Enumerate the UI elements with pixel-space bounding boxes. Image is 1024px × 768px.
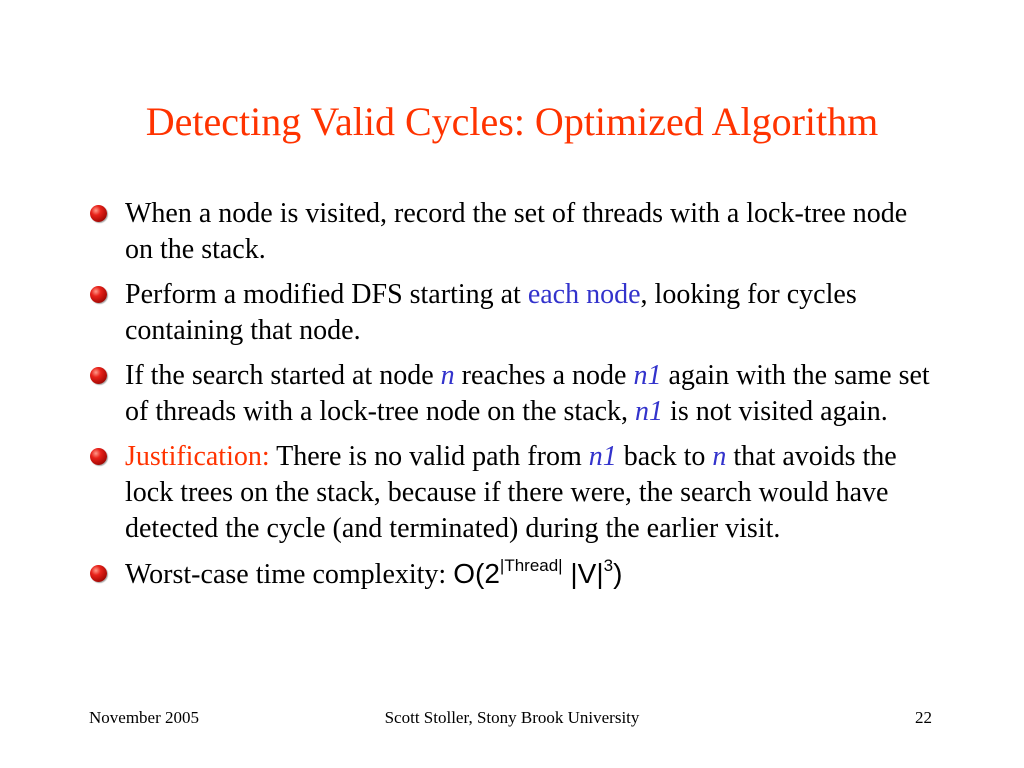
bullet-item bbox=[0, 277, 940, 349]
bullet-text: When a node is visited, record the set of threads with a lock-tree node on the stack. bbox=[125, 198, 908, 265]
bullet-text: reaches a node bbox=[454, 360, 634, 391]
justification-label: Justification: bbox=[125, 441, 270, 472]
footer-author: Scott Stoller, Stony Brook University bbox=[384, 708, 640, 727]
red-sphere-bullet-icon bbox=[90, 286, 107, 303]
slide-title: Detecting Valid Cycles: Optimized Algorithm bbox=[145, 99, 879, 144]
red-sphere-bullet-icon bbox=[90, 565, 107, 582]
red-sphere-bullet-icon bbox=[90, 367, 107, 384]
complexity-formula bbox=[453, 558, 622, 589]
formula-exponent-three: 3 bbox=[603, 556, 614, 575]
bullet-item bbox=[0, 556, 940, 593]
variable-n1: n1 bbox=[633, 360, 662, 391]
red-sphere-bullet-icon bbox=[90, 448, 107, 465]
bullet-text: There is no valid path from bbox=[269, 441, 589, 472]
bullet-text: If the search started at node bbox=[125, 360, 441, 391]
bullet-item bbox=[0, 358, 940, 430]
variable-n1: n1 bbox=[588, 441, 617, 472]
bullet-text: Perform a modified DFS starting at bbox=[125, 279, 528, 310]
formula-vertices: |V| bbox=[562, 558, 604, 589]
red-sphere-bullet-icon bbox=[90, 205, 107, 222]
bullet-text: Worst-case time complexity: bbox=[125, 559, 454, 590]
footer-page-number: 22 bbox=[915, 708, 932, 727]
variable-n: n bbox=[712, 441, 727, 472]
bullet-text: back to bbox=[616, 441, 713, 472]
bullet-text: that avoids the lock trees on the stack, because if there were, the search would have detected the cycle (and terminated) during the earlier visit. bbox=[125, 441, 897, 544]
formula-close: ) bbox=[613, 558, 623, 589]
bullet-item bbox=[0, 439, 940, 547]
formula-base: O(2 bbox=[453, 558, 500, 589]
bullet-text: is not visited again. bbox=[663, 396, 888, 427]
footer-date: November 2005 bbox=[89, 708, 200, 727]
bullet-text: again with the same set of threads with a lock-tree node on the stack, bbox=[125, 360, 930, 427]
formula-exponent-thread: |Thread| bbox=[499, 556, 563, 575]
variable-n: n bbox=[440, 360, 455, 391]
bullet-list bbox=[0, 196, 1024, 602]
highlight-each-node: each node bbox=[527, 279, 641, 310]
bullet-text: , looking for cycles containing that node. bbox=[125, 279, 857, 346]
variable-n1: n1 bbox=[635, 396, 664, 427]
bullet-item bbox=[0, 196, 940, 268]
